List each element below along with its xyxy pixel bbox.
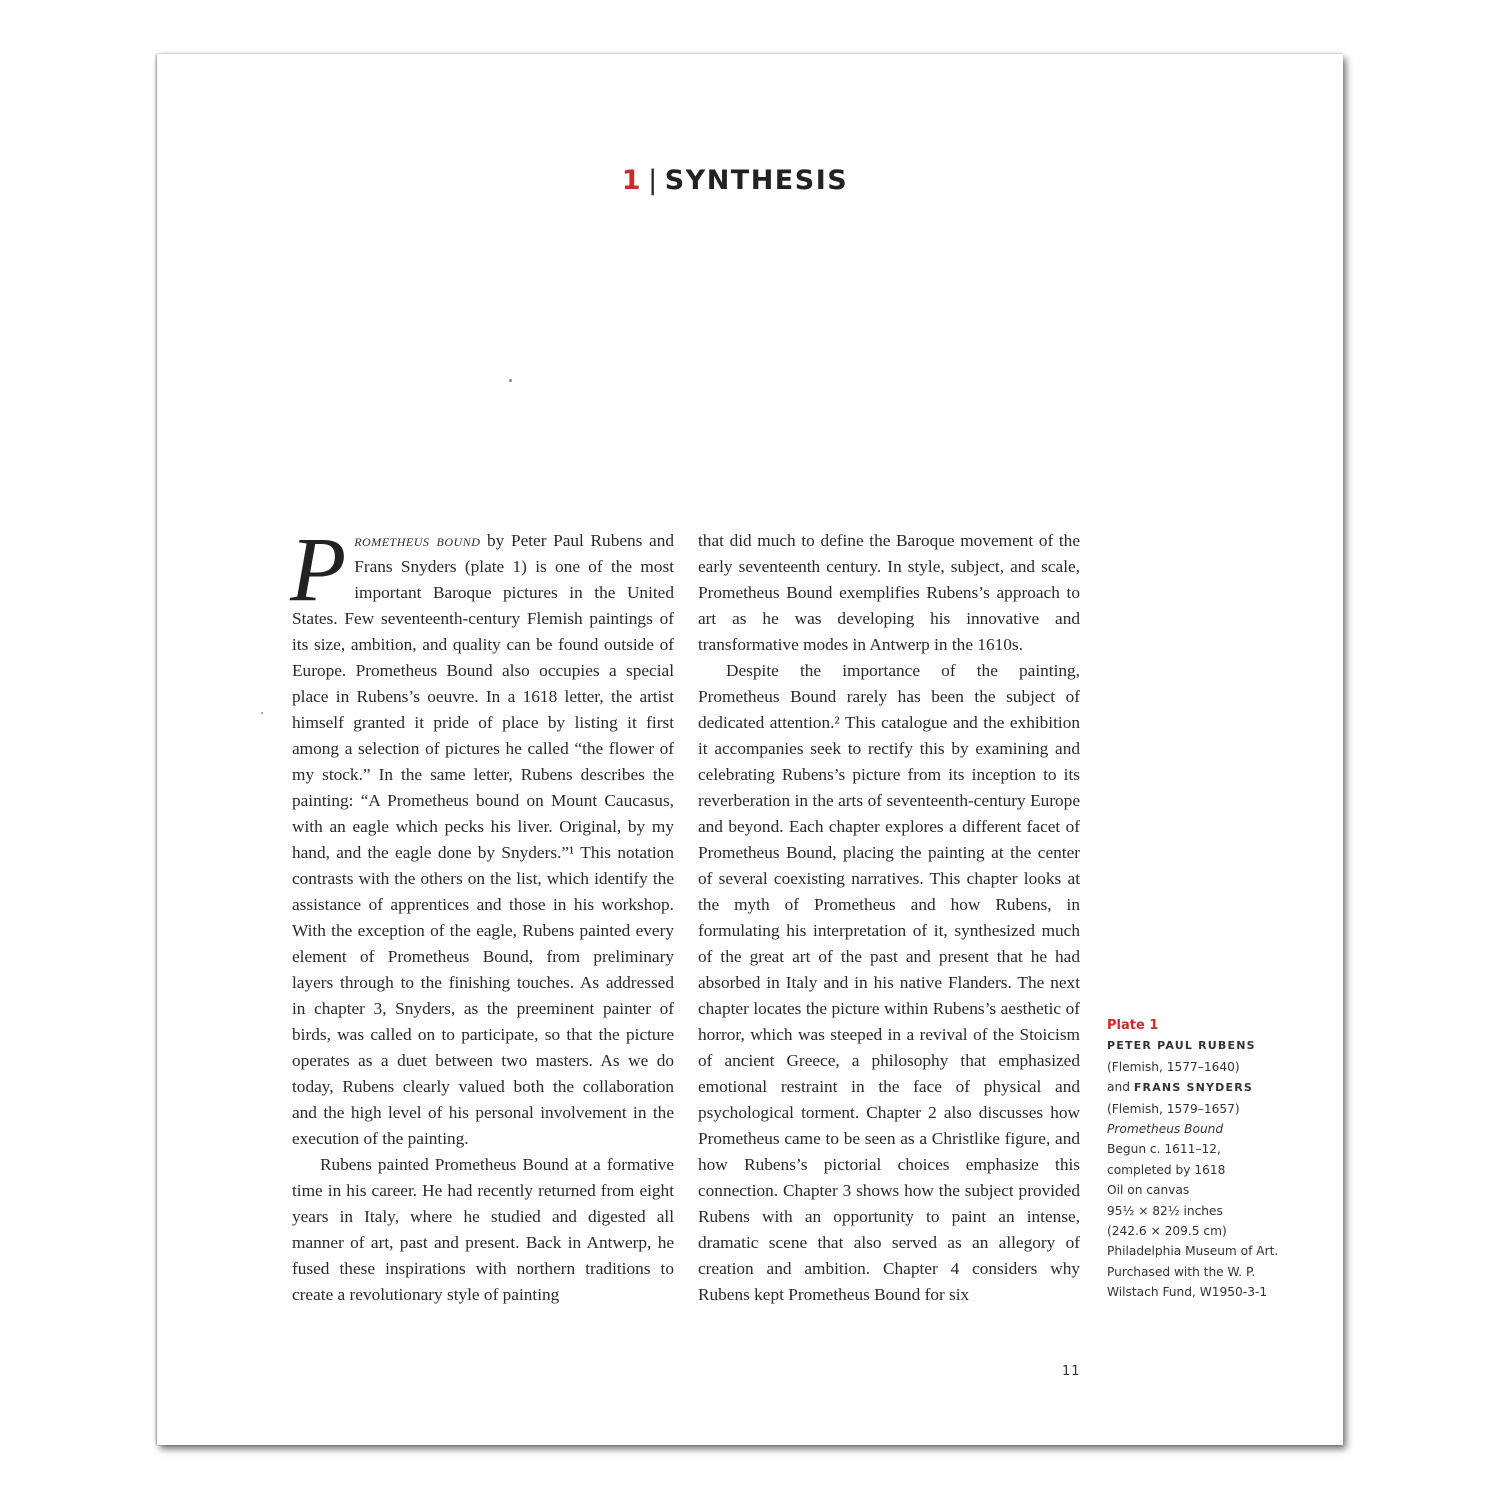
drop-cap: P — [290, 518, 347, 620]
artwork-medium: Oil on canvas — [1107, 1183, 1190, 1198]
body-paragraph: Rubens painted Prometheus Bound at a formative time in his career. He had recently returned from eight years in Italy, where he studied and digested all manner of art, past and present. Back in Antwerp, he fused these inspirations with northern traditions to create a revolutionary style of painting — [292, 1155, 674, 1304]
artist-dates: (Flemish, 1577–1640) — [1107, 1059, 1240, 1074]
artwork-date-completed: completed by 1618 — [1107, 1162, 1226, 1177]
artwork-title: Prometheus Bound — [1107, 1122, 1224, 1137]
conjunction: and — [1107, 1080, 1134, 1095]
body-paragraph: that did much to define the Baroque movement of the early seventeenth century. In style, subject, and scale, Prometheus Bound exemplifies Rubens’s approach to art as he was developing his innovative and transformative modes in Antwerp in the 1610s. — [698, 531, 1080, 654]
chapter-separator: | — [648, 165, 659, 196]
paper-speck — [261, 712, 263, 714]
page-number: 11 — [1062, 1364, 1081, 1379]
opening-smallcaps: rometheus bound — [354, 531, 481, 550]
artwork-dimensions-cm: (242.6 × 209.5 cm) — [1107, 1224, 1227, 1239]
artwork-date: Begun c. 1611–12, — [1107, 1142, 1221, 1157]
artist-dates: (Flemish, 1579–1657) — [1107, 1101, 1240, 1116]
paper-speck — [509, 379, 512, 382]
artist-name: FRANS SNYDERS — [1133, 1081, 1253, 1095]
left-text-column — [290, 518, 674, 1308]
paragraph-text: by Peter Paul Rubens and Frans Snyders (plate 1) is one of the most important Baroque pictures in the United States. Few seventeenth-century Flemish paintings of its size, ambition, and quality can be found outside of Europe. Prometheus Bound also occupies a special place in Rubens’s oeuvre. In a 1618 letter, the artist himself granted it pride of place by listing it first among a selection of pictures he called “the flower of my stock.” In the same letter, Rubens describes the painting: “A Prometheus bound on Mount Caucasus, with an eagle which pecks his liver. Original, by my hand, and the eagle done by Snyders.”¹ This notation contrasts with the others on the list, which identify the assistance of apprentices and those in his workshop. With the exception of the eagle, Rubens painted every element of Prometheus Bound, from preliminary layers through to the finishing touches. As addressed in chapter 3, Snyders, as the preeminent painter of birds, was called on to participate, so that the picture operates as a duet between two masters. As we do today, Rubens clearly valued both the collaboration and the high level of his personal involvement in the execution of the painting. — [292, 531, 674, 1148]
body-paragraph: Despite the importance of the painting, Prometheus Bound rarely has been the subject of dedicated attention.² This catalogue and the exhibition it accompanies seek to rectify this by examining and celebrating Rubens’s picture from its inception to its reverberation in the arts of seventeenth-century Europe and beyond. Each chapter explores a different facet of Prometheus Bound, placing the painting at the center of several coexisting narratives. This chapter looks at the myth of Prometheus and how Rubens, in formulating his interpretation of it, synthesized much of the great art of the past and present that he had absorbed in Italy and in his native Flanders. The next chapter locates the picture within Rubens’s aesthetic of horror, which was steeped in a revival of the Stoicism of ancient Greece, a philosophy that emphasized emotional restraint in the face of physical and psychological torment. Chapter 2 also discusses how Prometheus came to be seen as a Christlike figure, and how Rubens’s pictorial choices emphasize this connection. Chapter 3 shows how the subject provided Rubens with an opportunity to paint an intense, dramatic scene that also served as an allegory of creation and ambition. Chapter 4 considers why Rubens kept Prometheus Bound for six — [698, 661, 1080, 1304]
chapter-number: 1 — [621, 165, 643, 196]
artwork-dimensions-inches: 95½ × 82½ inches — [1107, 1203, 1223, 1218]
credit-line: Wilstach Fund, W1950-3-1 — [1107, 1285, 1268, 1300]
chapter-title: SYNTHESIS — [664, 165, 849, 196]
book-page — [157, 54, 1343, 1445]
credit-line: Purchased with the W. P. — [1107, 1264, 1256, 1279]
body-paragraph — [290, 518, 674, 1152]
chapter-heading — [157, 165, 1343, 196]
plate-label: Plate 1 — [1107, 1018, 1159, 1033]
right-text-column — [698, 528, 1080, 1308]
second-artist-line — [1107, 1077, 1307, 1098]
artist-name: PETER PAUL RUBENS — [1107, 1039, 1256, 1053]
plate-caption — [1107, 1016, 1307, 1303]
museum-name: Philadelphia Museum of Art. — [1107, 1244, 1279, 1259]
